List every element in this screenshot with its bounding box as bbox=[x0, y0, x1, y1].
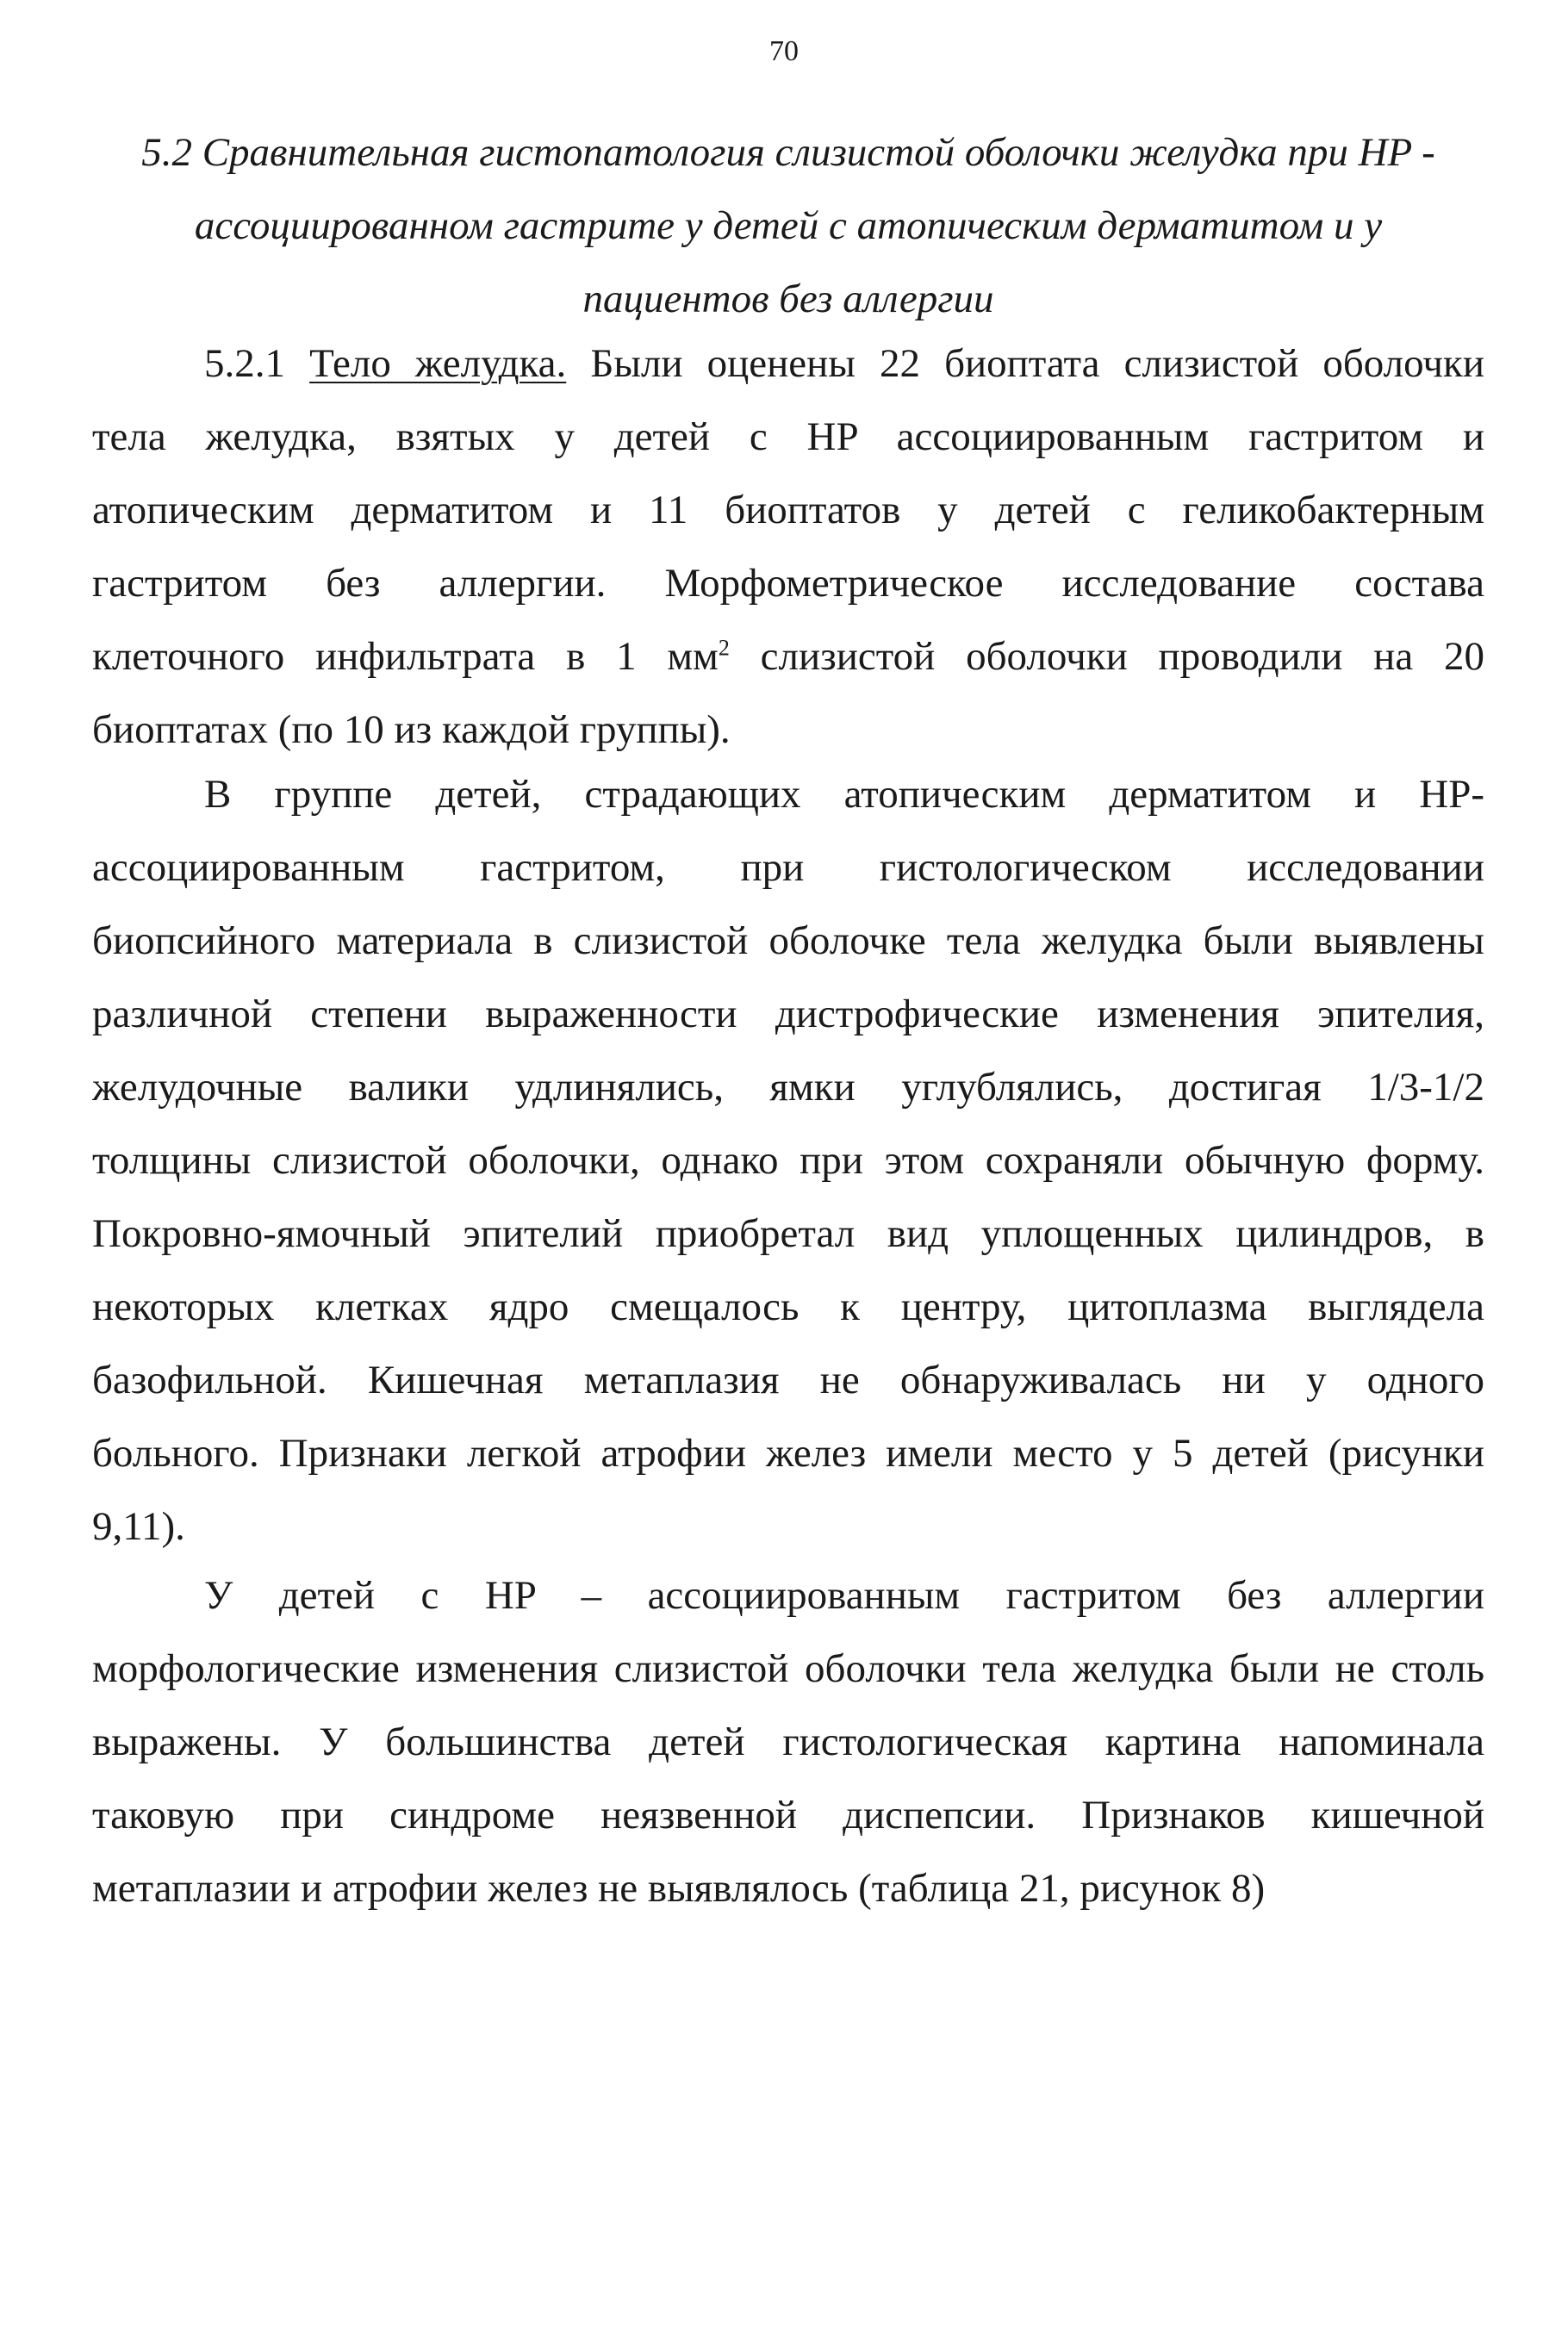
paragraph-line: больного. Признаки легкой атрофии желез имели место у 5 детей (рисунки bbox=[92, 1431, 1484, 1476]
paragraph-line: биоптатах (по 10 из каждой группы). bbox=[92, 707, 731, 752]
paragraph-text: слизистой оболочки проводили на 20 bbox=[729, 634, 1484, 679]
paragraph-line: тела желудка, взятых у детей с HP ассоциированным гастритом и bbox=[92, 414, 1484, 459]
paragraph-line bbox=[92, 327, 1484, 401]
paragraph-line: выражены. У большинства детей гистологическая картина напоминала bbox=[92, 1720, 1484, 1764]
paragraph-line: гастритом без аллергии. Морфометрическое исследование состава bbox=[92, 561, 1484, 606]
section-heading bbox=[90, 116, 1486, 336]
section-heading-line-2: ассоциированном гастрите у детей с атопическим дерматитом и у bbox=[194, 203, 1383, 248]
paragraph-stomach-body bbox=[92, 327, 1484, 767]
section-heading-line-3: пациентов без аллергии bbox=[582, 277, 994, 321]
paragraph-line: метаплазии и атрофии желез не выявлялось (таблица 21, рисунок 8) bbox=[92, 1866, 1266, 1911]
subsection-title: Тело желудка. bbox=[309, 341, 567, 386]
paragraph-line: некоторых клетках ядро смещалось к центру, цитоплазма выглядела bbox=[92, 1284, 1484, 1329]
paragraph-line: морфологические изменения слизистой оболочки тела желудка были не столь bbox=[92, 1646, 1484, 1691]
paragraph-line: таковую при синдроме неязвенной диспепсии. Признаков кишечной bbox=[92, 1793, 1484, 1838]
paragraph-line: биопсийного материала в слизистой оболочке тела желудка были выявлены bbox=[92, 918, 1484, 963]
section-heading-line-1: 5.2 Сравнительная гистопатология слизистой оболочки желудка при HP - bbox=[141, 130, 1435, 175]
paragraph-text: клеточного инфильтрата в 1 мм bbox=[92, 634, 719, 679]
paragraph-line: У детей с HP – ассоциированным гастритом без аллергии bbox=[204, 1573, 1484, 1618]
paragraph-line: толщины слизистой оболочки, однако при этом сохраняли обычную форму. bbox=[92, 1138, 1484, 1183]
paragraph-line bbox=[92, 620, 1484, 693]
paragraph-text: Были оценены 22 биоптата слизистой оболочки bbox=[590, 341, 1484, 386]
paragraph-line: базофильной. Кишечная метаплазия не обнаруживалась ни у одного bbox=[92, 1358, 1484, 1402]
paragraph-line: ассоциированным гастритом, при гистологическом исследовании bbox=[92, 845, 1484, 890]
subsection-number: 5.2.1 bbox=[204, 341, 285, 386]
paragraph-line: различной степени выраженности дистрофические изменения эпителия, bbox=[92, 992, 1484, 1036]
paragraph-line: Покровно-ямочный эпителий приобретал вид уплощенных цилиндров, в bbox=[92, 1211, 1484, 1256]
paragraph-line: В группе детей, страдающих атопическим дерматитом и HP- bbox=[204, 772, 1484, 817]
paragraph-line: желудочные валики удлинялись, ямки углублялись, достигая 1/3-1/2 bbox=[92, 1065, 1484, 1110]
superscript: 2 bbox=[718, 635, 730, 661]
page-number: 70 bbox=[769, 35, 799, 67]
paragraph-non-allergic-group bbox=[92, 1559, 1484, 1925]
paragraph-line: 9,11). bbox=[92, 1504, 185, 1549]
paragraph-line: атопическим дерматитом и 11 биоптатов у детей с геликобактерным bbox=[92, 488, 1484, 532]
paragraph-atopic-group bbox=[92, 758, 1484, 1564]
